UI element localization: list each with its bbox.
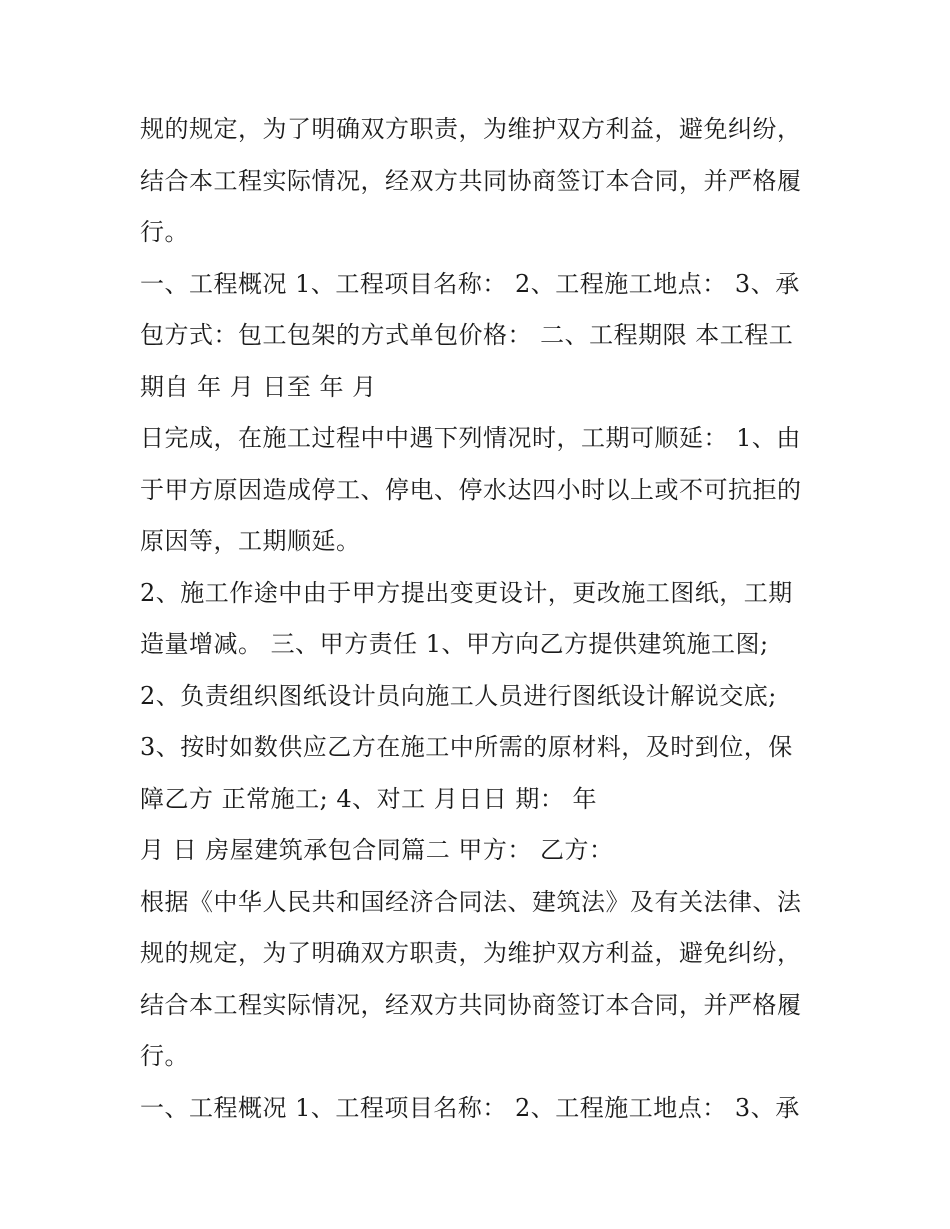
- text-line: 一、工程概况 1、工程项目名称： 2、工程施工地点： 3、承: [140, 1093, 800, 1122]
- text-line: 行。: [140, 1042, 189, 1070]
- text-line: 一、工程概况 1、工程项目名称： 2、工程施工地点： 3、承: [140, 269, 800, 298]
- text-line: 3、按时如数供应乙方在施工中所需的原材料，及时到位，保: [140, 733, 793, 761]
- text-line: 期自 年 月 日至 年 月: [140, 372, 377, 401]
- text-line: 规的规定，为了明确双方职责，为维护双方利益，避免纠纷，: [140, 939, 802, 967]
- text-line: 于甲方原因造成停工、停电、停水达四小时以上或不可抗拒的: [140, 475, 802, 504]
- text-line: 包方式：包工包架的方式单包价格： 二、工程期限 本工程工: [140, 321, 794, 349]
- text-line: 2、负责组织图纸设计员向施工人员进行图纸设计解说交底;: [140, 681, 777, 710]
- text-line: 障乙方 正常施工; 4、对工 月日日 期： 年: [140, 784, 597, 813]
- text-line: 行。: [140, 218, 189, 246]
- text-line: 规的规定，为了明确双方职责，为维护双方利益，避免纠纷，: [140, 115, 802, 143]
- document-body: [140, 104, 820, 1134]
- text-line: 结合本工程实际情况，经双方共同协商签订本合同，并严格履: [140, 990, 802, 1019]
- text-line: 根据《中华人民共和国经济合同法、建筑法》及有关法律、法: [140, 887, 802, 916]
- text-line: 日完成，在施工过程中中遇下列情况时，工期可顺延： 1、由: [140, 424, 801, 452]
- text-line: 造量增减。 三、甲方责任 1、甲方向乙方提供建筑施工图;: [140, 630, 769, 658]
- text-line: 结合本工程实际情况，经双方共同协商签订本合同，并严格履: [140, 166, 802, 195]
- text-line: 2、施工作途中由于甲方提出变更设计，更改施工图纸，工期: [140, 578, 793, 607]
- text-line: 原因等，工期顺延。: [140, 527, 361, 555]
- text-line: 月 日 房屋建筑承包合同篇二 甲方： 乙方：: [140, 836, 614, 864]
